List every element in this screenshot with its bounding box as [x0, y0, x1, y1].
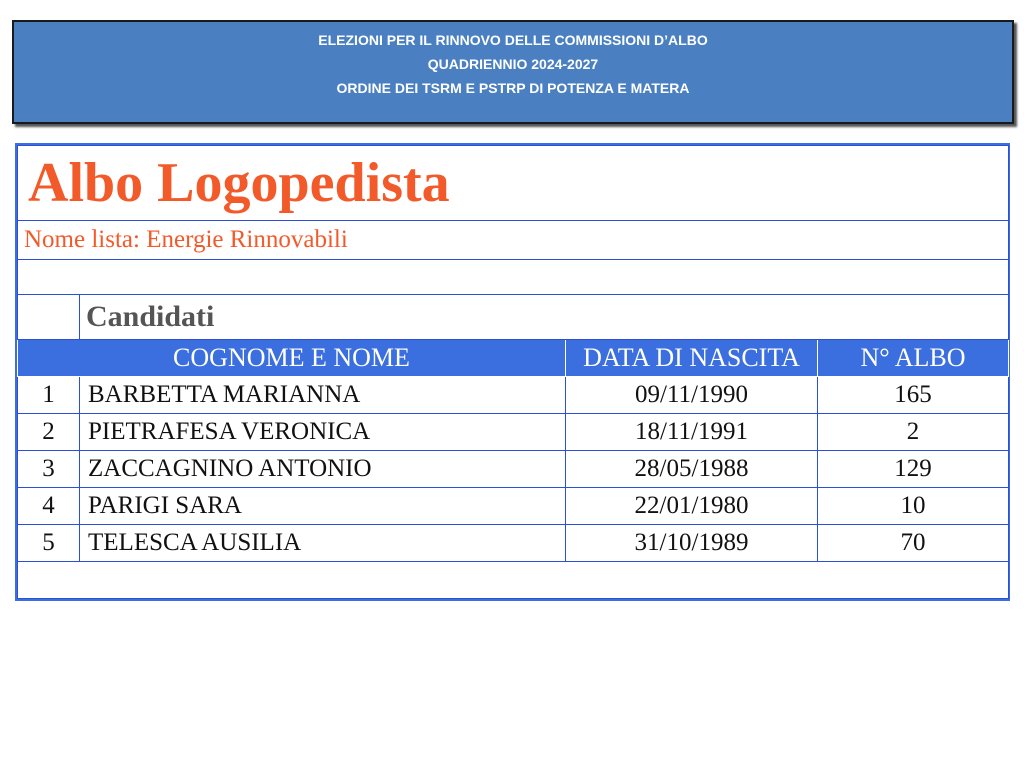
column-header-albo-number: N° ALBO: [818, 340, 1009, 377]
row-number: 2: [18, 414, 80, 451]
candidate-name: PIETRAFESA VERONICA: [80, 414, 566, 451]
column-header-name: COGNOME E NOME: [18, 340, 566, 377]
albo-number: 70: [818, 525, 1009, 562]
candidate-name: ZACCAGNINO ANTONIO: [80, 451, 566, 488]
candidate-name: TELESCA AUSILIA: [80, 525, 566, 562]
albo-number: 2: [818, 414, 1009, 451]
header-line-3: ORDINE DEI TSRM E PSTRP DI POTENZA E MATERA: [336, 80, 690, 96]
table-row: [18, 525, 1009, 562]
birth-date: 22/01/1980: [566, 488, 818, 525]
table-header-row: [18, 340, 1009, 377]
birth-date: 09/11/1990: [566, 377, 818, 414]
row-number: 3: [18, 451, 80, 488]
albo-number: 129: [818, 451, 1009, 488]
birth-date: 28/05/1988: [566, 451, 818, 488]
table-row: [18, 451, 1009, 488]
page-title: Albo Logopedista: [18, 146, 1009, 221]
candidate-name: PARIGI SARA: [80, 488, 566, 525]
candidates-label: Candidati: [80, 295, 1009, 340]
row-number: 4: [18, 488, 80, 525]
birth-date: 18/11/1991: [566, 414, 818, 451]
row-number: 5: [18, 525, 80, 562]
header-line-1: ELEZIONI PER IL RINNOVO DELLE COMMISSIONI D’ALBO: [318, 32, 708, 48]
table-row: [18, 488, 1009, 525]
header-line-2: QUADRIENNIO 2024-2027: [427, 56, 599, 72]
table-row: [18, 377, 1009, 414]
row-number: 1: [18, 377, 80, 414]
list-name: Nome lista: Energie Rinnovabili: [18, 221, 1009, 260]
footer-spacer-row: [18, 562, 1009, 599]
candidates-label-spacer: [18, 295, 80, 340]
election-header-banner: [12, 20, 1014, 124]
table-row: [18, 414, 1009, 451]
candidate-sheet: [15, 143, 1010, 601]
albo-number: 10: [818, 488, 1009, 525]
birth-date: 31/10/1989: [566, 525, 818, 562]
albo-number: 165: [818, 377, 1009, 414]
column-header-birthdate: DATA DI NASCITA: [566, 340, 818, 377]
candidate-name: BARBETTA MARIANNA: [80, 377, 566, 414]
spacer-row: [18, 260, 1009, 295]
candidate-table: [17, 145, 1009, 599]
